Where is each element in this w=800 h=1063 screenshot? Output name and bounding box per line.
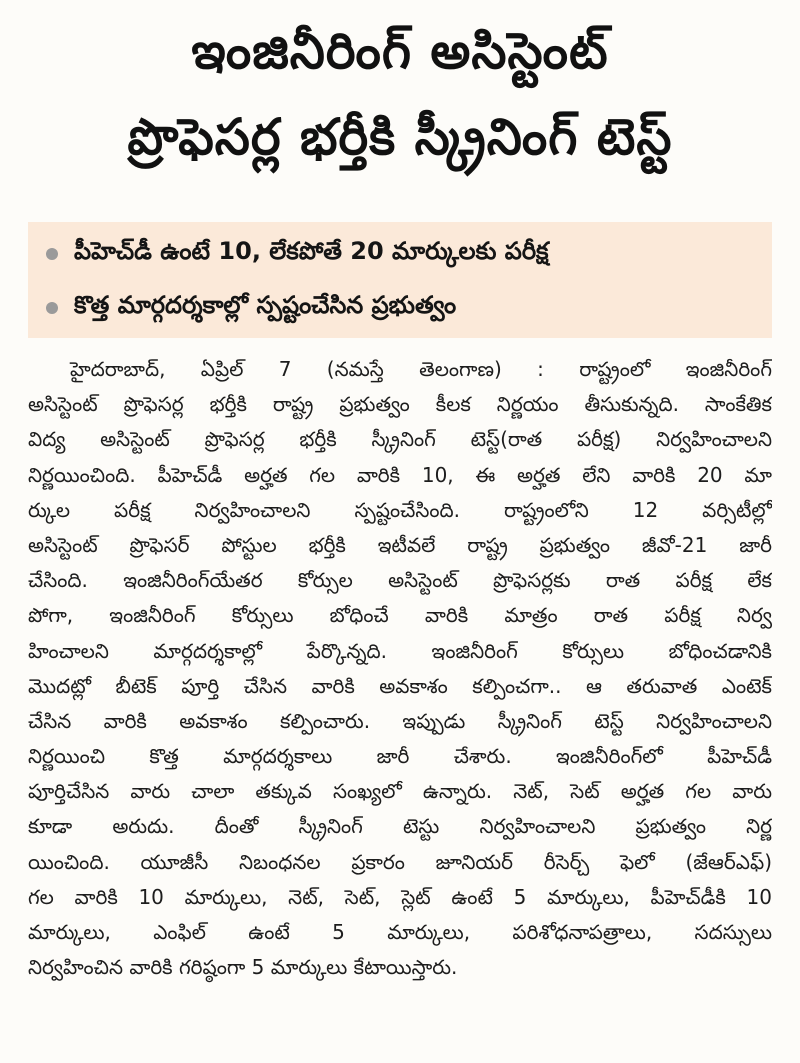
body-line: హైదరాబాద్, ఏప్రిల్ 7 (నమస్తే తెలంగాణ) : రాష్ట్రంలో ఇంజినీరింగ్: [70, 357, 772, 381]
body-line: మొదట్లో బీటెక్ పూర్తి చేసిన వారికి అవకాశం కల్పించగా.. ఆ తరువాత ఎంటెక్: [28, 673, 772, 698]
body-line: హించాలని మార్గదర్శకాల్లో పేర్కొన్నది. ఇంజినీరింగ్ కోర్సులు బోధించడానికి: [28, 638, 772, 663]
body-line: నిర్ణయించింది. పీహెచ్‌డీ అర్హత గల వారికి 10, ఈ అర్హత లేని వారికి 20 మా: [28, 462, 772, 487]
body-line: పూర్తిచేసిన వారు చాలా తక్కువ సంఖ్యలో ఉన్నారు. నెట్, సెట్ అర్హత గల వారు: [28, 779, 772, 804]
body-line: విద్య అసిస్టెంట్ ప్రొఫెసర్ల భర్తీకి స్క్రీనింగ్ టెస్ట్(రాత పరీక్ష) నిర్వహించాలని: [28, 427, 772, 452]
body-line: నిర్వహించిన వారికి గరిష్ఠంగా 5 మార్కులు కేటాయిస్తారు.: [28, 955, 458, 980]
body-line: చేసింది. ఇంజినీరింగ్‌యేతర కోర్సుల అసిస్టెంట్ ప్రొఫెసర్లకు రాత పరీక్ష లేక: [28, 568, 772, 593]
highlight-item: [28, 226, 772, 282]
highlight-item: [28, 280, 772, 336]
highlight-text: పీహెచ్‌డీ ఉంటే 10, లేకపోతే 20 మార్కులకు పరీక్ష: [74, 237, 549, 265]
headline-line-1: ఇంజినీరింగ్ అసిస్టెంట్: [191, 22, 609, 80]
body-line: కూడా అరుదు. దీంతో స్క్రీనింగ్ టెస్టు నిర్వహించాలని ప్రభుత్వం నిర్ణ: [28, 814, 772, 839]
body-line: అసిస్టెంట్ ప్రొఫెసర్ పోస్టుల భర్తీకి ఇటీవలే రాష్ట్ర ప్రభుత్వం జీవో-21 జారీ: [28, 532, 772, 557]
bullet-icon: [46, 302, 58, 314]
body-line: ర్కుల పరీక్ష నిర్వహించాలని స్పష్టంచేసింది. రాష్ట్రంలోని 12 వర్సిటీల్లో: [28, 497, 772, 522]
body-line: యించింది. యూజీసీ నిబంధనల ప్రకారం జూనియర్ రీసెర్చ్ ఫెలో (జేఆర్ఎఫ్): [28, 849, 772, 874]
body-line: అసిస్టెంట్ ప్రొఫెసర్ల భర్తీకి రాష్ట్ర ప్రభుత్వం కీలక నిర్ణయం తీసుకున్నది. సాంకేతిక: [28, 392, 772, 417]
body-line: పోగా, ఇంజినీరింగ్ కోర్సులు బోధించే వారికి మాత్రం రాత పరీక్ష నిర్వ: [28, 603, 772, 628]
headline-line-2: ప్రొఫెసర్ల భర్తీకి స్క్రీనింగ్ టెస్ట్: [127, 108, 673, 166]
headline: [0, 8, 800, 180]
body-line: నిర్ణయించి కొత్త మార్గదర్శకాలు జారీ చేశారు. ఇంజినీరింగ్‌లో పీహెచ్‌డీ: [28, 744, 772, 769]
body-line: గల వారికి 10 మార్కులు, నెట్, సెట్, స్లెట్ ఉంటే 5 మార్కులు, పీహెచ్‌డీకి 10: [28, 884, 772, 909]
highlights-box: [28, 222, 772, 338]
article-body: [28, 352, 772, 985]
body-line: మార్కులు, ఎంఫిల్ ఉంటే 5 మార్కులు, పరిశోధనాపత్రాలు, సదస్సులు: [28, 920, 772, 944]
highlight-text: కొత్త మార్గదర్శకాల్లో స్పష్టంచేసిన ప్రభుత్వం: [74, 291, 457, 319]
bullet-icon: [46, 248, 58, 260]
body-line: చేసిన వారికి అవకాశం కల్పించారు. ఇప్పుడు స్క్రీనింగ్ టెస్ట్ నిర్వహించాలని: [28, 708, 772, 733]
